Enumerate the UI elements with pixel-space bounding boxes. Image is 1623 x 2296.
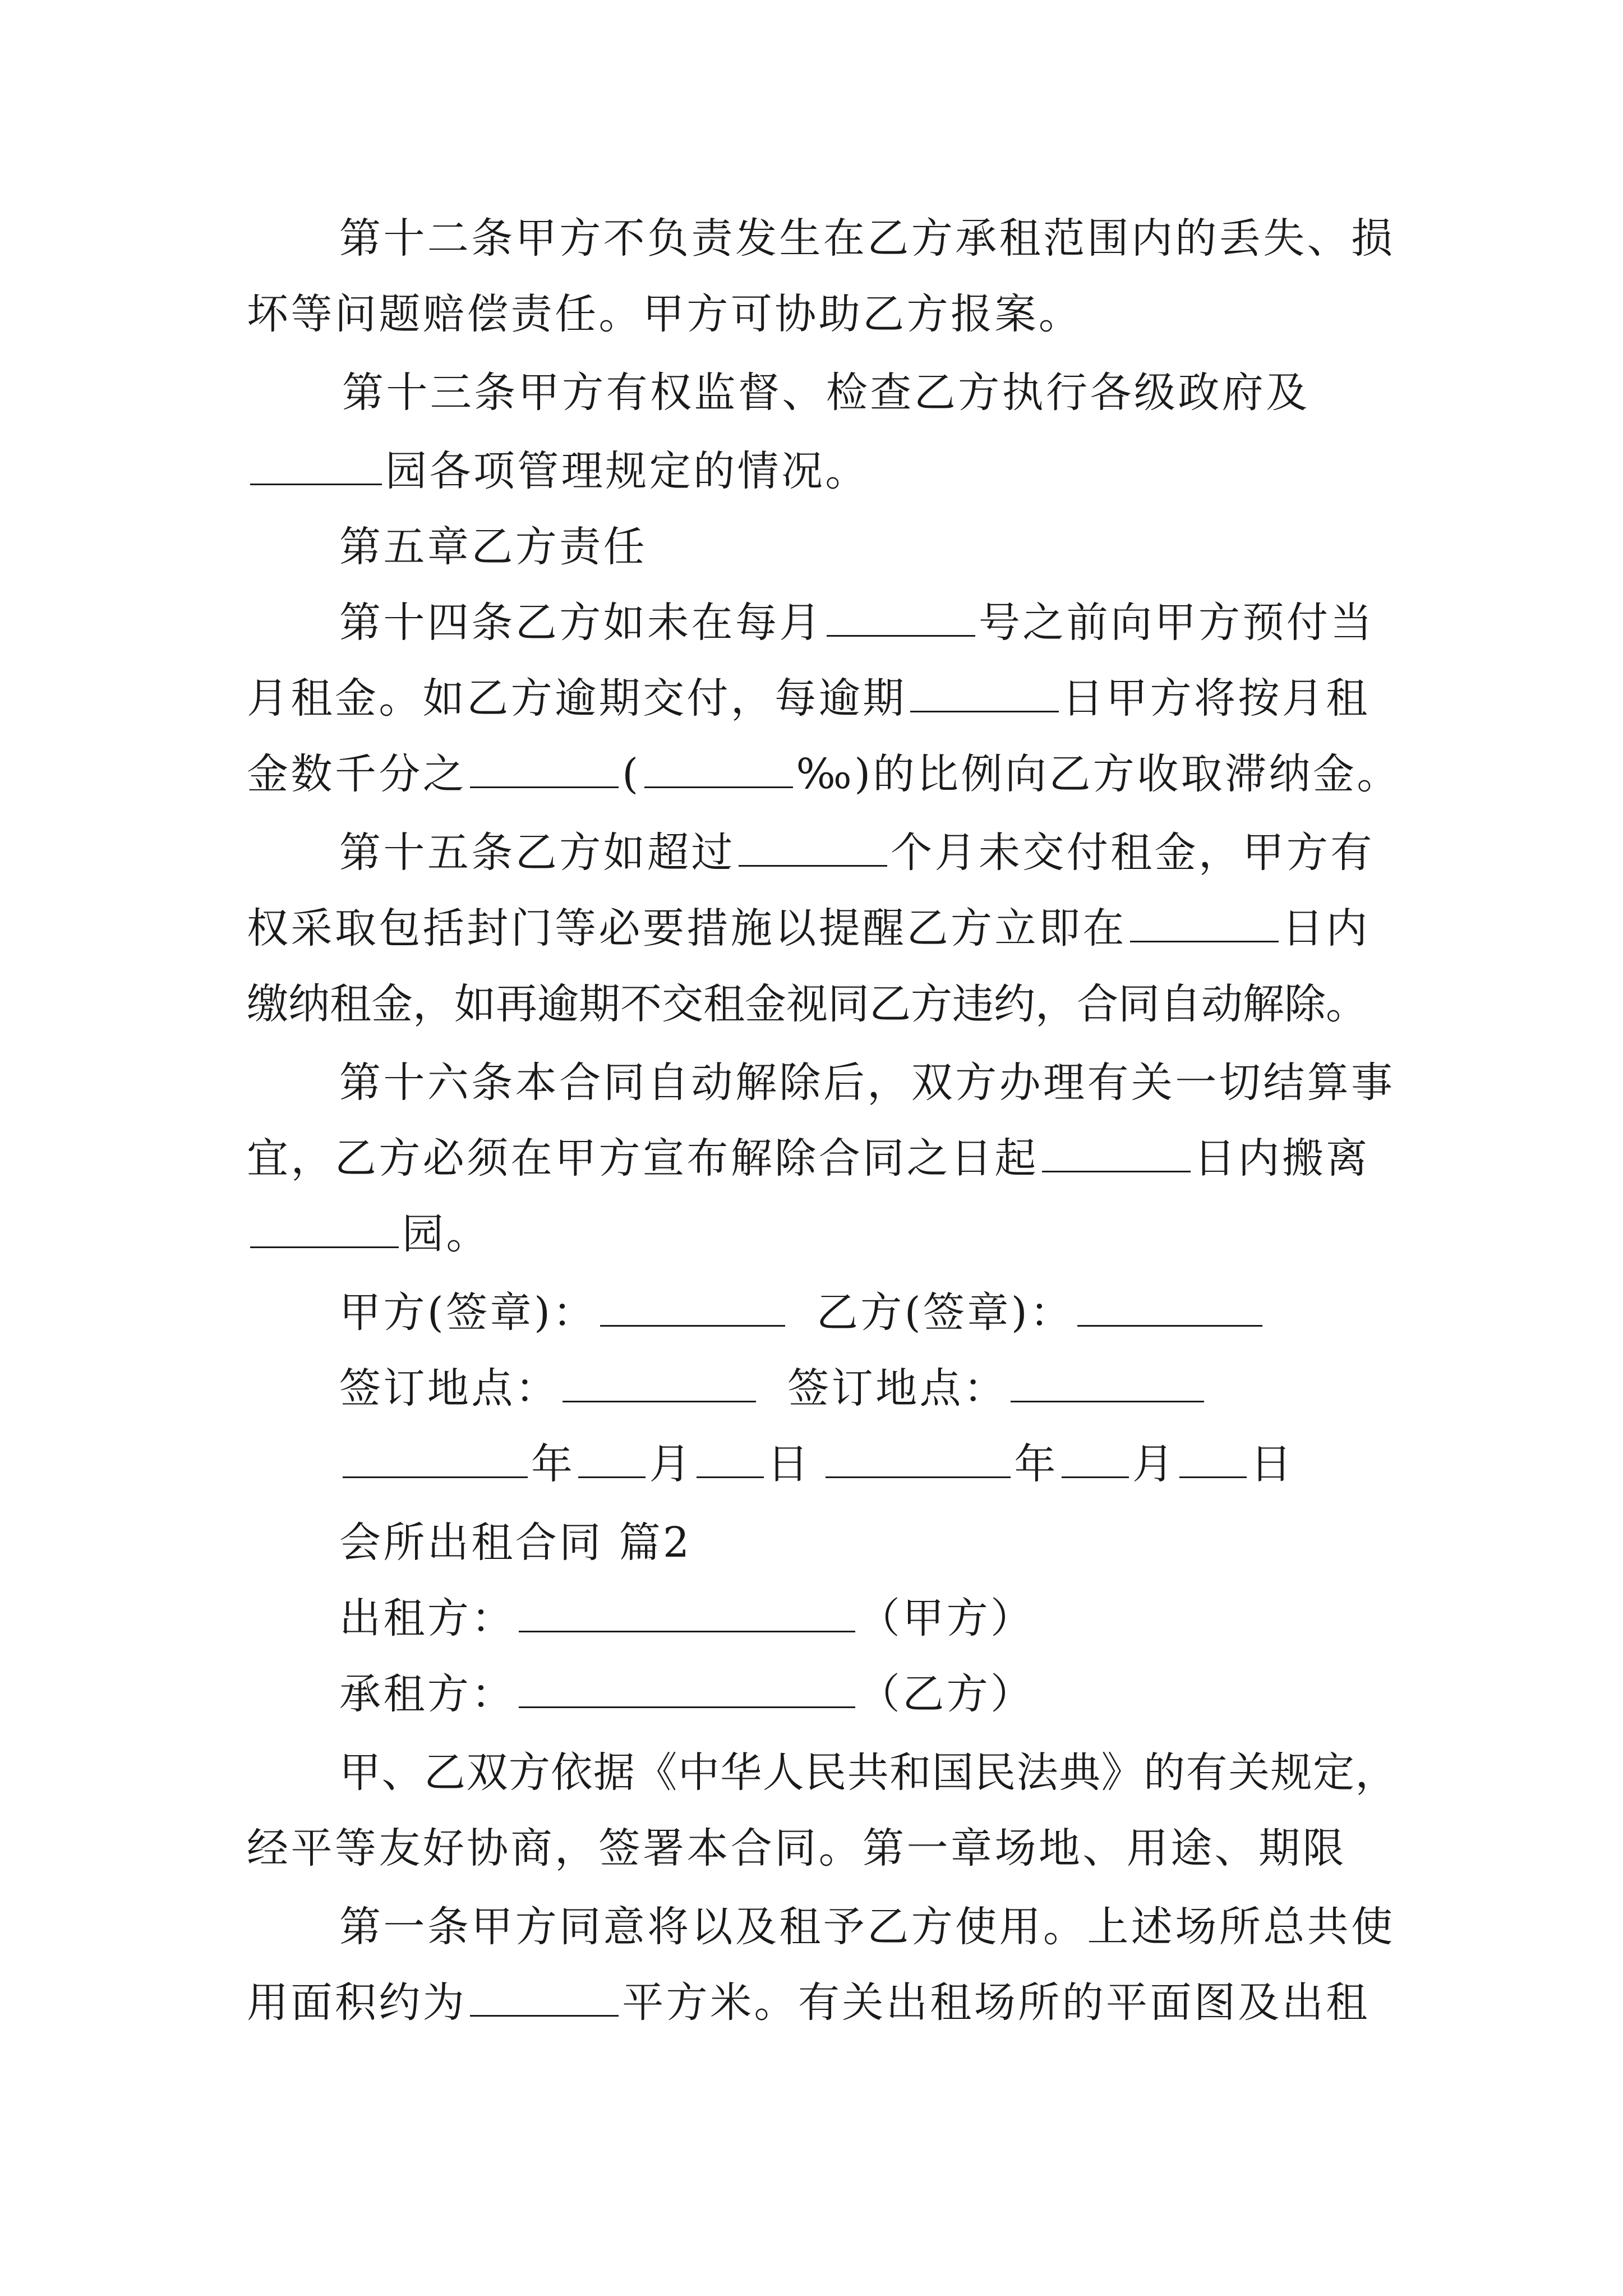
party-b-sign-label: 乙方(签章)：: [816, 1289, 1074, 1337]
article-14-text-c: 月租金。如乙方逾期交付，每逾期: [247, 674, 907, 723]
lessor-role: （甲方）: [858, 1594, 1035, 1642]
day-field: [697, 1442, 764, 1478]
text-line: [339, 595, 1375, 651]
article-16-text-b: 宜，乙方必须在甲方宣布解除合同之日起: [247, 1134, 1039, 1182]
day-label: 日: [1250, 1440, 1294, 1488]
article-1-text-c: 平方米。有关出租场所的平面图及出租: [622, 1978, 1370, 2027]
text-line: [247, 1130, 1370, 1186]
place-b-label: 签订地点：: [787, 1364, 1008, 1412]
party-a-sign-label: 甲方(签章)：: [339, 1289, 597, 1337]
party-row: [339, 1590, 1035, 1646]
place-a-field: [562, 1366, 756, 1402]
year-field: [343, 1442, 528, 1478]
blank-field: [470, 1980, 619, 2017]
signature-row: [339, 1360, 1207, 1416]
article-13-text: 第十三条甲方有权监督、检查乙方执行各级政府及: [342, 369, 1310, 417]
blank-field: [470, 752, 619, 788]
year-field: [826, 1442, 1011, 1478]
contract-2-title: 会所出租合同 篇2: [339, 1519, 692, 1567]
lessee-label: 承租方：: [339, 1670, 515, 1718]
article-14-text-f: (: [622, 750, 641, 798]
article-12-text-cont: 坏等问题赔偿责任。甲方可协助乙方报案。: [247, 290, 1083, 338]
lessee-role: （乙方）: [858, 1670, 1035, 1718]
blank-field: [1130, 906, 1279, 942]
article-14-text-b: 号之前向甲方预付当: [978, 599, 1375, 647]
text-line: [247, 1975, 1370, 2031]
text-line: [342, 365, 1310, 421]
article-14-text: 第十四条乙方如未在每月: [339, 599, 823, 647]
date-row: [339, 1436, 1294, 1492]
party-b-sign-field: [1077, 1290, 1262, 1327]
blank-field: [250, 1212, 399, 1248]
month-field: [1062, 1442, 1129, 1478]
blank-field: [250, 449, 382, 485]
text-line: [339, 1745, 1398, 1801]
article-16-text-c: 日内搬离: [1193, 1134, 1370, 1182]
blank-field: [910, 676, 1059, 712]
article-15-text: 第十五条乙方如超过: [339, 829, 735, 877]
text-line: [247, 900, 1370, 956]
text-line: [247, 976, 1367, 1032]
article-15-text-e: 缴纳租金，如再逾期不交租金视同乙方违约，合同自动解除。: [247, 980, 1367, 1028]
signature-row: [339, 1285, 1266, 1341]
place-a-label: 签订地点：: [339, 1364, 560, 1412]
place-b-field: [1011, 1366, 1204, 1402]
text-line: [339, 825, 1375, 881]
text-line: [247, 286, 1082, 342]
lessor-field: [519, 1596, 855, 1632]
chapter-heading: [339, 519, 647, 575]
text-line: [339, 210, 1395, 266]
month-label: 月: [649, 1440, 693, 1488]
intro-text: 甲、乙双方依据《中华人民共和国民法典》的有关规定，: [339, 1749, 1398, 1797]
text-line: [247, 443, 869, 499]
party-a-sign-field: [600, 1290, 785, 1327]
lessor-label: 出租方：: [339, 1594, 515, 1642]
article-1-text-b: 用面积约为: [247, 1978, 467, 2027]
party-row: [339, 1666, 1035, 1722]
text-line: [247, 1820, 1347, 1876]
article-14-text-e: 金数千分之: [247, 750, 467, 798]
article-14-text-g: ‰)的比例向乙方收取滞纳金。: [796, 750, 1401, 798]
article-15-text-b: 个月未交付租金，甲方有: [890, 829, 1375, 877]
article-15-text-d: 日内: [1281, 904, 1370, 953]
article-15-text-c: 权采取包括封门等必要措施以提醒乙方立即在: [247, 904, 1127, 953]
text-line: [247, 1206, 490, 1262]
month-label: 月: [1132, 1440, 1177, 1488]
text-line: [247, 670, 1370, 726]
blank-field: [827, 600, 975, 637]
article-12-text: 第十二条甲方不负责发生在乙方承租范围内的丢失、损: [339, 214, 1395, 263]
article-1-text: 第一条甲方同意将以及租予乙方使用。上述场所总共使: [339, 1903, 1395, 1951]
month-field: [578, 1442, 645, 1478]
article-16-text: 第十六条本合同自动解除后，双方办理有关一切结算事: [339, 1059, 1395, 1107]
year-label: 年: [1014, 1440, 1058, 1488]
text-line: [339, 1899, 1395, 1955]
article-16-text-d: 园。: [402, 1210, 490, 1258]
blank-field: [739, 830, 887, 867]
text-line: [339, 1055, 1395, 1111]
article-13-text-cont: 园各项管理规定的情况。: [385, 447, 869, 495]
year-label: 年: [531, 1440, 575, 1488]
article-14-text-d: 日甲方将按月租: [1062, 674, 1370, 723]
section-title: [339, 1515, 692, 1571]
day-field: [1179, 1442, 1247, 1478]
text-line: [247, 746, 1401, 802]
day-label: 日: [767, 1440, 811, 1488]
blank-field: [644, 752, 793, 788]
lessee-field: [519, 1672, 855, 1708]
intro-text-cont: 经平等友好协商，签署本合同。第一章场地、用途、期限: [247, 1824, 1347, 1872]
blank-field: [1042, 1136, 1191, 1172]
chapter-5-title: 第五章乙方责任: [339, 523, 648, 571]
